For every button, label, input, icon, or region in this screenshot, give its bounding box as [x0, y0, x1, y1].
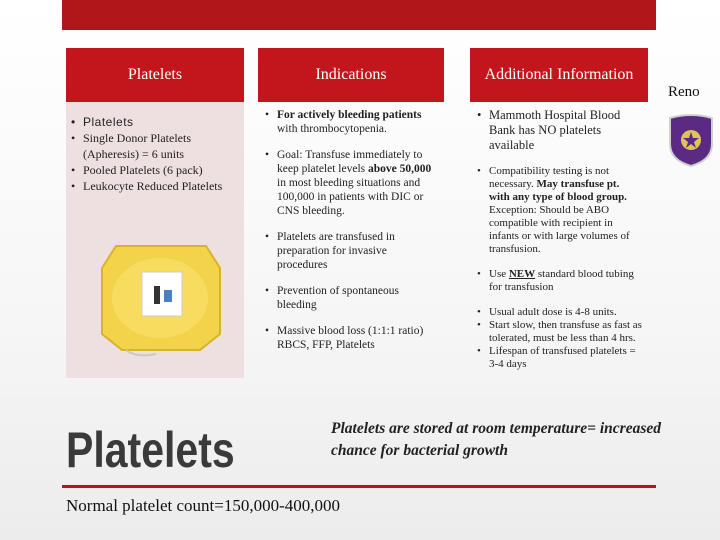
list-item: • Platelets	[70, 114, 238, 130]
list-item	[476, 165, 642, 256]
new-text: NEW	[508, 268, 536, 280]
indications-column-header	[258, 48, 444, 102]
list-item: • Massive blood loss (1:1:1 ratio) RBCS, FFP, Platelets	[264, 324, 436, 352]
additional-info-column-header	[470, 48, 648, 102]
goal-text: Goal: Transfuse immediately to keep platelet levels	[277, 149, 423, 175]
indications-column-title: Indications	[315, 66, 387, 83]
list-item: • Start slow, then transfuse as fast as tolerated, must be less than 4 hrs.	[476, 319, 642, 345]
reno-label: Reno	[668, 84, 700, 100]
above-text: above	[368, 163, 397, 175]
list-item: • Platelets are transfused in preparation for invasive procedures	[264, 230, 436, 272]
big-title: Platelets	[66, 422, 235, 478]
exception-text: Exception: Should be ABO compatible with recipient in infants or with large volumes of transfusion.	[489, 204, 630, 255]
threshold-text: 50,000	[399, 163, 432, 175]
california-badge-icon	[666, 112, 716, 168]
list-item: • Single Donor Platelets (Apheresis) = 6 units	[70, 130, 238, 162]
list-item: • Lifespan of transfused platelets = 3-4 days	[476, 345, 642, 371]
tubing-text: standard blood tubing for transfusion	[489, 268, 634, 293]
list-item: • Pooled Platelets (6 pack)	[70, 162, 238, 178]
list-item	[264, 148, 436, 218]
compat-text: Compatibility testing is not necessary.	[489, 165, 610, 190]
list-item: • Prevention of spontaneous bleeding	[264, 284, 436, 312]
storage-note: Platelets are stored at room temperature= increased chance for bacterial growth	[331, 420, 661, 459]
additional-info-column-body	[470, 102, 648, 371]
top-accent-bar	[62, 0, 656, 30]
additional-info-column-title: Additional Information	[484, 66, 634, 83]
list-item: • Leukocyte Reduced Platelets	[70, 178, 238, 194]
list-item	[476, 268, 642, 294]
actively-bleeding-text: For actively bleeding patients	[277, 109, 422, 121]
platelet-bag-image	[96, 238, 226, 358]
platelet-types-list	[70, 114, 238, 194]
platelets-column-header	[66, 48, 244, 102]
additional-info-list	[476, 108, 642, 371]
normal-count: Normal platelet count=150,000-400,000	[66, 496, 340, 515]
list-item	[264, 108, 436, 136]
bottom-divider	[62, 485, 656, 488]
use-text: Use	[489, 268, 509, 280]
thrombocytopenia-text: with thrombocytopenia.	[277, 123, 387, 135]
indications-list	[264, 108, 436, 352]
platelets-column-title: Platelets	[127, 66, 183, 83]
list-item: • Mammoth Hospital Blood Bank has NO platelets available	[476, 108, 642, 153]
goal-rest-text: in most bleeding situations and 100,000 in patients with DIC or CNS bleeding.	[277, 177, 424, 217]
any-blood-group-text: May transfuse pt. with any type of blood group.	[489, 178, 627, 203]
list-item: • Usual adult dose is 4-8 units.	[476, 306, 642, 319]
indications-column-body	[258, 102, 444, 352]
